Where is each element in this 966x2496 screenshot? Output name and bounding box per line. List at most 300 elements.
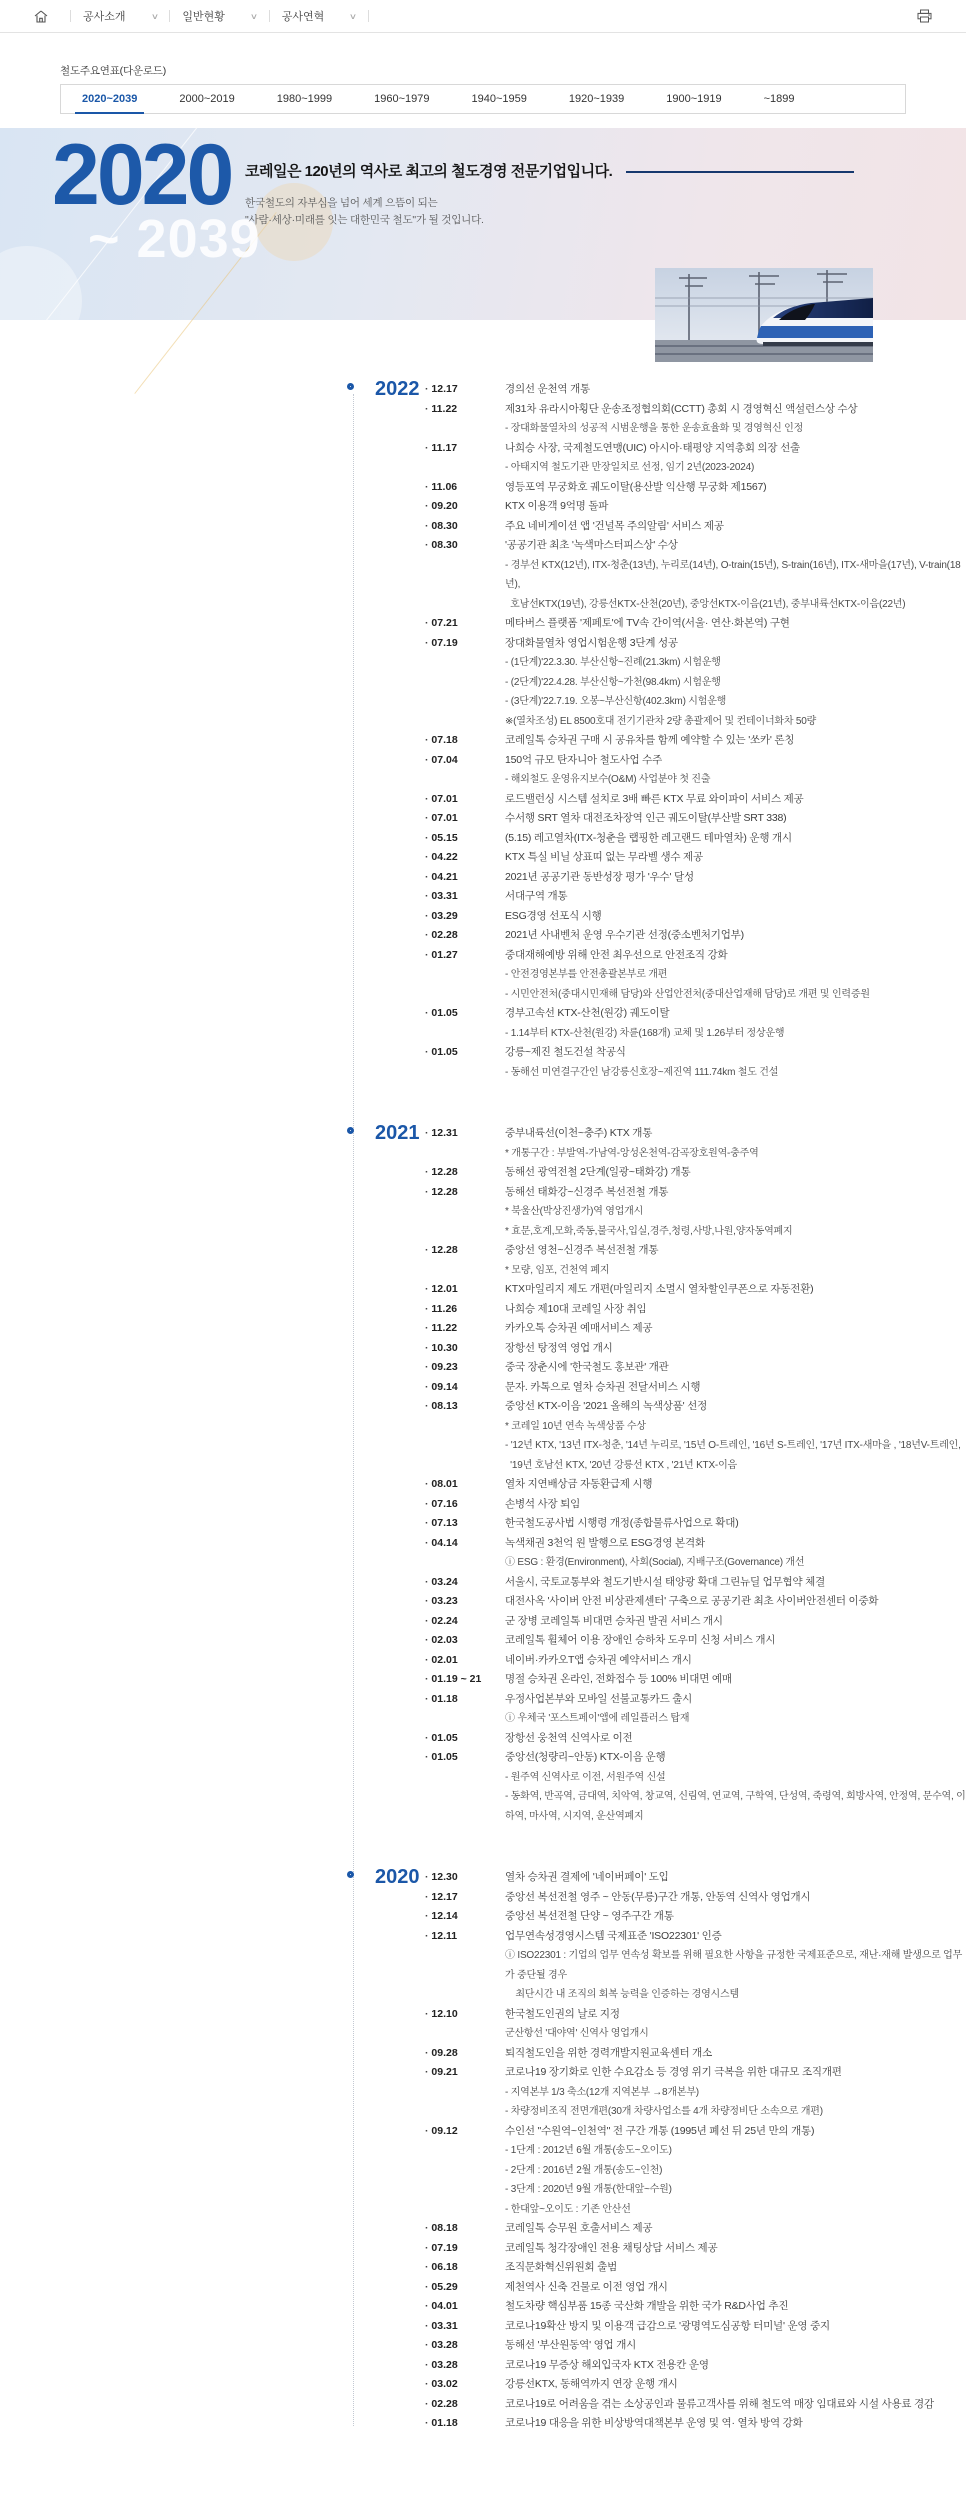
timeline-row xyxy=(425,2336,966,2356)
timeline-row xyxy=(425,1690,966,1710)
entry-date: · 07.18 xyxy=(425,731,505,751)
entry-text: 중앙선 KTX-이음 '2021 올해의 녹색상품' 선정 xyxy=(505,1400,708,1412)
timeline-row xyxy=(425,1612,966,1632)
timeline-row xyxy=(425,1183,966,1203)
entry-text: 명절 승차권 온라인, 전화접수 등 100% 비대면 예매 xyxy=(505,1673,732,1685)
entry-text: 열차 승차권 결제에 '네이버페이' 도입 xyxy=(505,1871,669,1883)
entry-date: · 03.28 xyxy=(425,2336,505,2356)
breadcrumb-divider xyxy=(269,10,270,22)
timeline-row xyxy=(425,1397,966,1417)
timeline-row xyxy=(425,868,966,888)
timeline-row xyxy=(425,380,966,400)
breadcrumb-divider xyxy=(368,10,369,22)
entry-date: · 12.11 xyxy=(425,1927,505,1947)
timeline-row xyxy=(425,1631,966,1651)
entry-text: 코로나19확산 방지 및 이용객 급감으로 '광명역도심공항 터미널' 운영 중지 xyxy=(505,2319,830,2332)
entry-subtext: - 원주역 신역사로 이전, 서원주역 신설 xyxy=(505,1771,666,1783)
timeline-row xyxy=(425,731,966,751)
entry-text: 네이버·카카오T앱 승차권 예약서비스 개시 xyxy=(505,1653,692,1666)
entry-date: · 08.30 xyxy=(425,536,505,556)
timeline-row xyxy=(425,1729,966,1749)
home-icon[interactable] xyxy=(34,10,48,23)
entry-date: · 09.14 xyxy=(425,1378,505,1398)
entry-subtext: * 개통구간 : 부발역-가남역-앙성온천역-감곡장호원역-충주역 xyxy=(505,1147,759,1159)
entry-text: 코레일톡 승무원 호출서비스 제공 xyxy=(505,2222,653,2234)
entry-text: 카카오톡 승차권 예매서비스 제공 xyxy=(505,1322,653,1334)
timeline-row xyxy=(425,497,966,517)
entry-text: 장대화물열차 영업시험운행 3단계 성공 xyxy=(505,636,678,649)
entry-subtext: - 1단계 : 2012년 6월 개통(송도~오이도) xyxy=(505,2145,672,2156)
timeline-row xyxy=(425,2297,966,2317)
entry-subtext: - 지역본부 1/3 축소(12개 지역본부 →8개본부) xyxy=(505,2086,699,2098)
entry-date: · 12.31 xyxy=(425,1124,505,1144)
timeline-subrow xyxy=(425,1417,966,1437)
entry-date: · 02.28 xyxy=(425,926,505,946)
entry-subtext: - 아태지역 철도기관 만장일치로 선정, 임기 2년(2023-2024) xyxy=(505,462,755,473)
entry-date: · 06.18 xyxy=(425,2258,505,2278)
entry-text: 철도차량 핵심부품 15종 국산화 개발을 위한 국가 R&D사업 추진 xyxy=(505,2300,789,2312)
hero-banner xyxy=(0,128,966,320)
entry-text: 업무연속성경영시스템 국제표준 'ISO22301' 인증 xyxy=(505,1929,722,1942)
timeline-row xyxy=(425,2219,966,2239)
timeline-row xyxy=(425,946,966,966)
timeline-dot xyxy=(347,1871,354,1878)
entry-date: · 11.22 xyxy=(425,400,505,420)
timeline-row xyxy=(425,829,966,849)
timeline-entries xyxy=(425,380,966,1082)
entry-text: 코로나19로 어려움을 겪는 소상공인과 물류고객사를 위해 철도역 매장 임대료와 시설 사용료 경감 xyxy=(505,2397,934,2410)
entry-text: 녹색채권 3천억 원 발행으로 ESG경영 본격화 xyxy=(505,1536,705,1549)
entry-text: 코레일톡 승차권 구매 시 공유차를 함께 예약할 수 있는 '쏘카' 론칭 xyxy=(505,734,795,746)
entry-subtext: * 코레일 10년 연속 녹색상품 수상 xyxy=(505,1420,646,1432)
entry-date: · 03.29 xyxy=(425,907,505,927)
breadcrumb-item-3[interactable] xyxy=(282,8,356,24)
timeline-row xyxy=(425,1378,966,1398)
entry-text: 동해선 '부산원동역' 영업 개시 xyxy=(505,2339,637,2351)
timeline-row xyxy=(425,1888,966,1908)
entry-text: 한국철도인권의 날로 지정 xyxy=(505,2007,620,2020)
entry-text: 중앙선 영천~신경주 복선전철 개통 xyxy=(505,1244,659,1256)
entry-text: 퇴직철도인을 위한 경력개발지원교육센터 개소 xyxy=(505,2046,713,2059)
entry-date: · 07.19 xyxy=(425,634,505,654)
entry-text: 중부내륙선(이천~충주) KTX 개통 xyxy=(505,1127,653,1139)
entry-date: · 07.01 xyxy=(425,809,505,829)
year-label-2021: 2021 xyxy=(375,1122,420,1144)
entry-text: 2021년 사내벤처 운영 우수기관 선정(중소벤처기업부) xyxy=(505,929,744,941)
entry-text: 2021년 공공기관 동반성장 평가 '우수' 달성 xyxy=(505,870,694,883)
entry-date: · 02.03 xyxy=(425,1631,505,1651)
entry-text: 코로나19 대응을 위한 비상방역대책본부 운영 및 역· 열차 방역 강화 xyxy=(505,2417,803,2429)
timeline-entries xyxy=(425,1124,966,1826)
timeline-row xyxy=(425,1868,966,1888)
entry-date: · 07.04 xyxy=(425,751,505,771)
timeline-subrow xyxy=(425,1709,966,1729)
breadcrumb-item-label: 공사연혁 xyxy=(281,11,325,23)
timeline-row xyxy=(425,1495,966,1515)
entry-text: 중앙선 복선전철 단양 ~ 영주구간 개통 xyxy=(505,1910,674,1922)
entry-text: 강릉~제진 철도건설 착공식 xyxy=(505,1046,626,1058)
entry-text: '공공기관 최초 '녹색마스터피스상' 수상 xyxy=(505,539,678,551)
breadcrumb-item-2[interactable] xyxy=(182,8,256,24)
timeline-subrow xyxy=(425,1063,966,1083)
timeline-subrow xyxy=(425,2102,966,2122)
timeline-subrow xyxy=(425,1553,966,1573)
timeline-row xyxy=(425,517,966,537)
hero-text-block xyxy=(245,160,854,229)
timeline-subrow xyxy=(425,1144,966,1164)
entry-subtext: - 차량정비조직 전면개편(30개 차량사업소를 4개 차량정비단 소속으로 개편) xyxy=(505,2106,823,2117)
timeline-row xyxy=(425,1339,966,1359)
timeline-subrow xyxy=(425,1946,966,1985)
timeline-subrow xyxy=(425,1768,966,1788)
entry-date: · 11.26 xyxy=(425,1300,505,1320)
hero-subtext-line2: "사람·세상·미래를 잇는 대한민국 철도"가 될 것입니다. xyxy=(245,214,484,226)
entry-subtext: - 장대화물열차의 성공적 시범운행을 통한 운송효율화 및 경영혁신 인정 xyxy=(505,423,804,434)
timeline-row xyxy=(425,1927,966,1947)
timeline-row xyxy=(425,536,966,556)
chevron-down-icon: ∨ xyxy=(349,11,358,21)
tab-2020~2039[interactable]: 2020~2039 xyxy=(61,85,158,113)
entry-text: 문자. 카톡으로 열차 승차권 전달서비스 시행 xyxy=(505,1380,701,1393)
timeline-subrow xyxy=(425,1985,966,2005)
timeline-subrow xyxy=(425,1202,966,1222)
breadcrumb-item-label: 일반현황 xyxy=(182,11,225,23)
entry-text: 조직문화혁신위원회 출범 xyxy=(505,2261,618,2273)
tab-1980~1999[interactable]: 1980~1999 xyxy=(276,93,333,105)
timeline-subrow xyxy=(425,1456,966,1476)
chevron-down-icon: ∨ xyxy=(150,11,159,21)
timeline-subrow xyxy=(425,653,966,673)
timeline-row xyxy=(425,1319,966,1339)
decorative-circle xyxy=(0,246,82,356)
entry-date: · 04.22 xyxy=(425,848,505,868)
entry-text: 강릉선KTX, 동해역까지 연장 운행 개시 xyxy=(505,2378,678,2390)
entry-subtext: '19년 호남선 KTX, '20년 강릉선 KTX , '21년 KTX-이음 xyxy=(505,1459,737,1471)
entry-subtext: ※(열차조성) EL 8500호대 전기기관차 2량 총괄제어 및 컨테이너화차 50량 xyxy=(505,715,817,727)
timeline-row xyxy=(425,1670,966,1690)
entry-text: 동해선 광역전철 2단계(일광~태화강) 개통 xyxy=(505,1166,691,1178)
entry-text: 제천역사 신축 건물로 이전 영업 개시 xyxy=(505,2280,668,2293)
entry-text: KTX 이용객 9억명 돌파 xyxy=(505,500,609,512)
entry-text: 주요 네비게이션 앱 '건널목 주의알림' 서비스 제공 xyxy=(505,519,724,532)
timeline-subrow xyxy=(425,2024,966,2044)
entry-subtext: - 3단계 : 2020년 9월 개통(한대앞~수원) xyxy=(505,2184,672,2195)
entry-date: · 04.01 xyxy=(425,2297,505,2317)
timeline-row xyxy=(425,1514,966,1534)
entry-date: · 12.01 xyxy=(425,1280,505,1300)
entry-text: 동해선 태화강~신경주 복선전철 개통 xyxy=(505,1185,669,1198)
year-label-2020: 2020 xyxy=(375,1866,420,1888)
entry-date: · 01.18 xyxy=(425,2414,505,2434)
entry-subtext: - 경부선 KTX(12년), ITX-청춘(13년), 누리로(14년), O-train(15년), S-train(16년), ITX-새마을(17년), V-train(18년), xyxy=(505,559,961,590)
entry-date: · 01.18 xyxy=(425,1690,505,1710)
entry-date: · 09.23 xyxy=(425,1358,505,1378)
entry-subtext: - 1.14부터 KTX-산천(원강) 차륜(168개) 교체 및 1.26부터 정상운행 xyxy=(505,1027,785,1039)
timeline-subrow xyxy=(425,965,966,985)
entry-text: 장항선 웅천역 신역사로 이전 xyxy=(505,1731,633,1744)
entry-text: 군 장병 코레일톡 비대면 승차권 발권 서비스 개시 xyxy=(505,1614,723,1627)
timeline-row xyxy=(425,478,966,498)
ktx-train-photo xyxy=(655,268,873,362)
timeline-row xyxy=(425,1043,966,1063)
entry-subtext: 호남선KTX(19년), 강릉선KTX-산천(20년), 중앙선KTX-이음(21년), 중부내륙선KTX-이음(22년) xyxy=(505,598,906,610)
timeline-row xyxy=(425,2414,966,2434)
entry-text: 제31차 유라시아횡단 운송조정협의회(CCTT) 총회 시 경영혁신 액설런스상 수상 xyxy=(505,402,858,415)
entry-date: · 09.12 xyxy=(425,2122,505,2142)
entry-date: · 07.19 xyxy=(425,2239,505,2259)
tab-1960~1979[interactable]: 1960~1979 xyxy=(374,93,430,105)
breadcrumb-item-label: 공사소개 xyxy=(83,11,126,23)
entry-text: 코로나19 무증상 해외입국자 KTX 전용칸 운영 xyxy=(505,2358,709,2371)
timeline-subrow xyxy=(425,1024,966,1044)
timeline-subrow xyxy=(425,1436,966,1456)
entry-date: · 05.29 xyxy=(425,2278,505,2298)
entry-subtext: 최단시간 내 조직의 회복 능력을 인증하는 경영시스템 xyxy=(505,1989,739,2000)
entry-text: 수서행 SRT 열차 대전조차장역 인근 궤도이탈(부산발 SRT 338) xyxy=(505,812,787,824)
timeline-row xyxy=(425,1004,966,1024)
timeline-row xyxy=(425,1475,966,1495)
entry-text: 우정사업본부와 모바일 선불교통카드 출시 xyxy=(505,1692,693,1705)
timeline-subrow xyxy=(425,985,966,1005)
entry-text: 장항선 탕정역 영업 개시 xyxy=(505,1341,613,1354)
entry-date: · 11.22 xyxy=(425,1319,505,1339)
entry-subtext: ⓘ ISO22301 : 기업의 업무 연속성 확보를 위해 필요한 사항을 규정한 국제표준으로, 재난·재해 발생으로 업무가 중단될 경우 xyxy=(505,1950,963,1981)
entry-text: (5.15) 레고열차(ITX-청춘을 랩핑한 레고랜드 테마열차) 운행 개시 xyxy=(505,831,792,844)
entry-text: 열차 지연배상금 자동환급제 시행 xyxy=(505,1478,653,1490)
timeline-subrow xyxy=(425,692,966,712)
timeline-row xyxy=(425,2395,966,2415)
entry-date: · 07.01 xyxy=(425,790,505,810)
year-label-2022: 2022 xyxy=(375,378,420,400)
timeline-row xyxy=(425,2317,966,2337)
timeline-subrow xyxy=(425,2200,966,2220)
entry-date: · 07.16 xyxy=(425,1495,505,1515)
chevron-down-icon: ∨ xyxy=(249,11,258,21)
entry-date: · 12.28 xyxy=(425,1183,505,1203)
entry-date: · 09.21 xyxy=(425,2063,505,2083)
tab-1940~1959[interactable]: 1940~1959 xyxy=(471,93,527,105)
timeline-section-2022 xyxy=(345,380,966,1082)
entry-text: 중앙선(청량리~안동) KTX-이음 운행 xyxy=(505,1751,666,1763)
entry-date: · 12.10 xyxy=(425,2005,505,2025)
timeline-subrow xyxy=(425,2141,966,2161)
timeline-row xyxy=(425,614,966,634)
timeline-row xyxy=(425,751,966,771)
entry-date: · 03.02 xyxy=(425,2375,505,2395)
entry-date: · 12.28 xyxy=(425,1163,505,1183)
timeline-row xyxy=(425,439,966,459)
timeline-subrow xyxy=(425,1787,966,1826)
entry-date: · 11.06 xyxy=(425,478,505,498)
entry-text: 수인선 "수원역~인천역" 전 구간 개통 (1995년 폐선 뒤 25년 만의 개통) xyxy=(505,2124,815,2137)
entry-date: · 10.30 xyxy=(425,1339,505,1359)
entry-date: · 12.28 xyxy=(425,1241,505,1261)
entry-subtext: - (2단계)'22.4.28. 부산신항~가천(98.4km) 시험운행 xyxy=(505,676,721,688)
timeline-row xyxy=(425,1358,966,1378)
hero-subtext xyxy=(245,195,854,229)
timeline-row xyxy=(425,1748,966,1768)
hero-headline xyxy=(245,160,854,181)
timeline-row xyxy=(425,1241,966,1261)
timeline-subrow xyxy=(425,2083,966,2103)
entry-text: 중국 장춘시에 '한국철도 홍보관' 개관 xyxy=(505,1361,669,1373)
entry-text: ESG경영 선포식 시행 xyxy=(505,909,602,922)
entry-text: 코레일톡 청각장애인 전용 채팅상담 서비스 제공 xyxy=(505,2241,718,2254)
timeline-subrow xyxy=(425,458,966,478)
entry-date: · 09.28 xyxy=(425,2044,505,2064)
hero-year-range: ~ 2039 xyxy=(88,209,261,269)
entry-text: 중대재해예방 위해 안전 최우선으로 안전조직 강화 xyxy=(505,948,728,961)
timeline-row xyxy=(425,926,966,946)
timeline-subrow xyxy=(425,712,966,732)
timeline-row xyxy=(425,634,966,654)
entry-text: KTX 특실 비닐 상표띠 없는 무라벨 생수 제공 xyxy=(505,851,703,863)
entry-date: · 04.21 xyxy=(425,868,505,888)
timeline-row xyxy=(425,1534,966,1554)
timeline-subrow xyxy=(425,2180,966,2200)
hero-subtext-line1: 한국철도의 자부심을 넘어 세계 으뜸이 되는 xyxy=(245,197,438,209)
entry-date: · 01.19 ~ 21 xyxy=(425,1670,505,1690)
entry-date: · 12.17 xyxy=(425,1888,505,1908)
entry-date: · 07.21 xyxy=(425,614,505,634)
timeline-row xyxy=(425,2239,966,2259)
entry-date: · 04.14 xyxy=(425,1534,505,1554)
entry-subtext: ⓘ 우체국 '포스트페이'앱에 레일플러스 탑재 xyxy=(505,1713,690,1724)
entry-date: · 12.30 xyxy=(425,1868,505,1888)
timeline-dot xyxy=(347,1127,354,1134)
entry-date: · 01.05 xyxy=(425,1043,505,1063)
entry-subtext: - 안전경영본부를 안전총괄본부로 개편 xyxy=(505,969,668,980)
timeline-subrow xyxy=(425,673,966,693)
entry-date: · 08.01 xyxy=(425,1475,505,1495)
timeline-row xyxy=(425,887,966,907)
timeline-download-link[interactable]: 철도주요연표(다운로드) xyxy=(60,65,167,77)
timeline-row xyxy=(425,790,966,810)
entry-text: 경의선 운천역 개통 xyxy=(505,383,590,395)
entry-subtext: ⓘ ESG : 환경(Environment), 사회(Social), 지배구조(Governance) 개선 xyxy=(505,1557,805,1568)
timeline-row xyxy=(425,907,966,927)
timeline-entries xyxy=(425,1868,966,2434)
timeline-row xyxy=(425,1651,966,1671)
breadcrumb-divider xyxy=(169,10,170,22)
entry-date: · 01.05 xyxy=(425,1748,505,1768)
timeline-subrow xyxy=(425,1222,966,1242)
entry-date: · 03.23 xyxy=(425,1592,505,1612)
timeline-row xyxy=(425,848,966,868)
entry-subtext: * 효문,호계,모화,죽동,불국사,입실,경주,청령,사방,나원,양자동역폐지 xyxy=(505,1225,793,1237)
timeline-section-2021 xyxy=(345,1124,966,1826)
entry-text: 서대구역 개통 xyxy=(505,890,568,902)
tab-2000~2019[interactable]: 2000~2019 xyxy=(179,93,235,105)
timeline-row xyxy=(425,2278,966,2298)
entry-date: · 02.28 xyxy=(425,2395,505,2415)
timeline xyxy=(345,380,966,2496)
era-tabs xyxy=(60,84,906,114)
timeline-row xyxy=(425,2063,966,2083)
printer-icon[interactable] xyxy=(917,9,932,23)
entry-text: 손병석 사장 퇴임 xyxy=(505,1497,581,1510)
entry-date: · 09.20 xyxy=(425,497,505,517)
timeline-subrow xyxy=(425,595,966,615)
tab-1920~1939[interactable]: 1920~1939 xyxy=(568,93,625,105)
timeline-row xyxy=(425,1592,966,1612)
entry-subtext: * 북울산(박상진생가)역 영업개시 xyxy=(505,1206,644,1217)
entry-subtext: - 해외철도 운영유지보수(O&M) 사업분야 첫 진출 xyxy=(505,774,711,785)
timeline-row xyxy=(425,1163,966,1183)
timeline-row xyxy=(425,2258,966,2278)
entry-subtext: - '12년 KTX, '13년 ITX-청춘, '14년 누리로, '15년 O-트레인, '16년 S-트레인, '17년 ITX-새마을 , '18년V-트레인, xyxy=(505,1440,961,1451)
timeline-row xyxy=(425,400,966,420)
entry-subtext: * 모량, 임포, 건천역 폐지 xyxy=(505,1264,610,1276)
entry-subtext: - 동화역, 반곡역, 금대역, 치악역, 창교역, 신림역, 연교역, 구학역, 단성역, 죽령역, 희방사역, 안정역, 문수역, 이하역, 마사역, 시지역, 운산역폐지 xyxy=(505,1791,966,1822)
timeline-row xyxy=(425,2375,966,2395)
breadcrumb-divider xyxy=(70,10,71,22)
entry-date: · 03.24 xyxy=(425,1573,505,1593)
entry-date: · 02.24 xyxy=(425,1612,505,1632)
entry-date: · 05.15 xyxy=(425,829,505,849)
entry-subtext: - 2단계 : 2016년 2월 개통(송도~인천) xyxy=(505,2164,663,2176)
timeline-row xyxy=(425,2005,966,2025)
entry-text: 150억 규모 탄자니아 철도사업 수주 xyxy=(505,753,663,766)
entry-text: 메타버스 플랫폼 '제페토'에 TV속 간이역(서울· 연산·화본역) 구현 xyxy=(505,617,790,629)
entry-text: 서울시, 국토교통부와 철도기반시설 태양광 확대 그린뉴딜 업무협약 체결 xyxy=(505,1575,826,1588)
entry-date: · 12.17 xyxy=(425,380,505,400)
timeline-row xyxy=(425,1280,966,1300)
entry-text: 한국철도공사법 시행령 개정(종합물류사업으로 확대) xyxy=(505,1517,739,1529)
tab-~1899[interactable]: ~1899 xyxy=(763,93,795,105)
hero-rule xyxy=(626,171,854,173)
entry-date: · 08.18 xyxy=(425,2219,505,2239)
entry-text: 코레일톡 휠체어 이용 장애인 승하차 도우미 신청 서비스 개시 xyxy=(505,1634,776,1646)
breadcrumb xyxy=(34,0,381,32)
entry-date: · 01.27 xyxy=(425,946,505,966)
hero-year: 2020 xyxy=(52,127,232,223)
entry-subtext: - 시민안전처(중대시민재해 담당)와 산업안전처(중대산업재해 담당)로 개편 및 인력증원 xyxy=(505,988,870,1000)
timeline-row xyxy=(425,2122,966,2142)
timeline-row xyxy=(425,1573,966,1593)
timeline-subrow xyxy=(425,770,966,790)
timeline-subrow xyxy=(425,2161,966,2181)
tab-1900~1919[interactable]: 1900~1919 xyxy=(666,93,722,105)
entry-text: 영등포역 무궁화호 궤도이탈(용산발 익산행 무궁화 제1567) xyxy=(505,480,767,493)
timeline-subrow xyxy=(425,1261,966,1281)
entry-text: KTX마일리지 제도 개편(마일리지 소멸시 열차할인쿠폰으로 자동전환) xyxy=(505,1283,814,1295)
entry-text: 대전사옥 '사이버 안전 비상관제센터' 구축으로 공공기관 최초 사이버안전센터 이중화 xyxy=(505,1595,879,1607)
timeline-row xyxy=(425,1300,966,1320)
timeline-row xyxy=(425,1907,966,1927)
entry-date: · 08.30 xyxy=(425,517,505,537)
timeline-row xyxy=(425,1124,966,1144)
entry-subtext: - (3단계)'22.7.19. 오봉~부산신항(402.3km) 시험운행 xyxy=(505,696,727,707)
entry-date: · 12.14 xyxy=(425,1907,505,1927)
entry-text: 중앙선 복선전철 영주 ~ 안동(무릉)구간 개통, 안동역 신역사 영업개시 xyxy=(505,1890,811,1903)
entry-subtext: - 동해선 미연결구간인 남강릉신호장~제진역 111.74km 철도 건설 xyxy=(505,1066,779,1078)
breadcrumb-item-1[interactable] xyxy=(83,8,157,24)
entry-date: · 07.13 xyxy=(425,1514,505,1534)
top-bar xyxy=(0,0,966,33)
entry-date: · 03.28 xyxy=(425,2356,505,2376)
entry-subtext: - (1단계)'22.3.30. 부산신항~진례(21.3km) 시험운행 xyxy=(505,657,721,668)
entry-text: 나희승 제10대 코레일 사장 취임 xyxy=(505,1302,647,1315)
timeline-subrow xyxy=(425,556,966,595)
entry-subtext: 군산항선 '대야역' 신역사 영업개시 xyxy=(505,2028,649,2039)
entry-date: · 11.17 xyxy=(425,439,505,459)
timeline-row xyxy=(425,809,966,829)
timeline-section-2020 xyxy=(345,1868,966,2434)
timeline-subrow xyxy=(425,419,966,439)
entry-date: · 03.31 xyxy=(425,2317,505,2337)
entry-subtext: - 한대앞~오이도 : 기존 안산선 xyxy=(505,2203,631,2215)
